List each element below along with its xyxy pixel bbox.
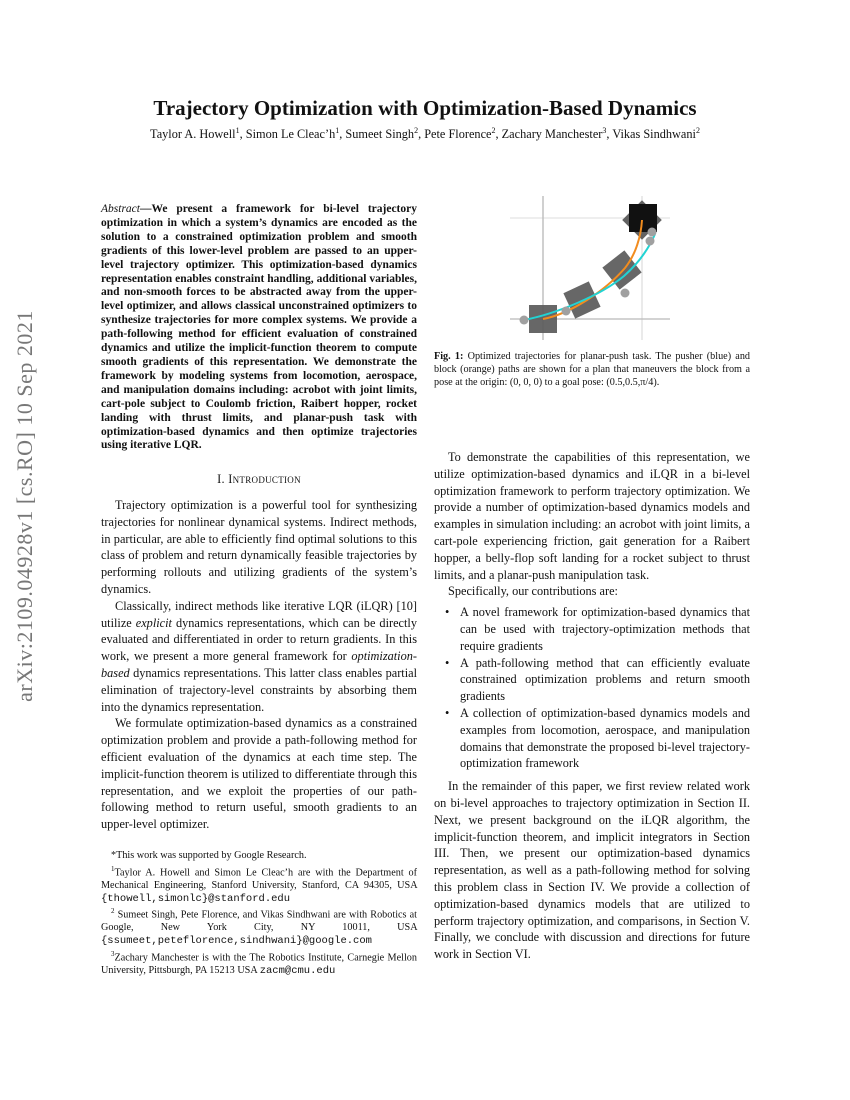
section-heading: I. Introduction	[217, 472, 301, 486]
list-item: • A novel framework for optimization-based dynamics that can be used with trajectory-optimization methods that require gradients	[445, 605, 750, 653]
author: Vikas Sindhwani$^2$	[612, 126, 700, 142]
list-item: • A collection of optimization-based dynamics models and examples from locomotion, aerospace, and manipulation domains that demonstrate the proposed bi-level trajectory-optimization framework	[445, 705, 750, 771]
pusher-pose	[562, 307, 571, 316]
pusher-pose	[646, 237, 655, 246]
figure-label: Fig. 1:	[434, 351, 464, 362]
right-column-body	[434, 449, 750, 963]
footnote: *This work was supported by Google Research.	[111, 850, 307, 861]
abstract-text: We present a framework for bi-level trajectory optimization in which a system’s dynamics are encoded as the solution to a constrained optimization problem and smooth gradients of this lower-level problem are passed to an upper-level trajectory optimizer. This optimization-based dynamics representation enables constraint handling, additional variables, and non-smooth forces to be abstracted away from the upper-level optimizer, and allows classical unconstrained optimizers to synthesize trajectories for more complex systems. We provide a path-following method for efficient evaluation of constrained dynamics and utilize the implicit-function theorem to compute smooth gradients of this representation. We demonstrate the framework by modeling systems from locomotion, aerospace, and manipulation domains including: acrobot with joint limits, cart-pole subject to Coulomb friction, Raibert hopper, rocket landing with thrust limits, and planar-push task with optimization-based dynamics and then optimize trajectories using iterative LQR.	[101, 203, 417, 452]
paragraph: To demonstrate the capabilities of this representation, we utilize optimization-based dynamics and iLQR in a bi-level optimization framework to perform trajectory optimization. We provide a number of optimization-based dynamics models and examples in simulation including: an acrobot with joint limits, a cart-pole experiencing friction, gait generation for a Raibert hopper, a belly-flop soft landing for a rocket subject to thrust limits, and a planar-push manipulation task.	[434, 450, 750, 582]
contribution-list	[434, 604, 750, 772]
author: Taylor A. Howell$^1$	[150, 126, 240, 142]
paragraph: We formulate optimization-based dynamics as a constrained optimization problem and provide a path-following method for efficient evaluation of the dynamics at each time step. The implicit-function theorem is utilized to differentiate through this representation, and we exploit the properties of our path-following method to return useful, smooth gradients to an upper-level optimizer.	[101, 716, 417, 832]
list-item: • A path-following method that can efficiently evaluate constrained optimization problems and return smooth gradients	[445, 655, 750, 704]
abstract-label: Abstract	[101, 203, 140, 215]
author: Simon Le $Cleac’h^1$	[245, 126, 340, 142]
paragraph: Classically, indirect methods like iterative LQR (iLQR) [10] utilize explicit dynamics representations, which can be directly evaluated and differentiated in order to return gradients. In this work, we present a more general framework for optimization-based dynamics representations. This latter class enables partial elimination of trajectory-level constraints by absorbing them into the dynamics representation.	[101, 598, 417, 714]
introduction-body	[101, 497, 417, 833]
arxiv-stamp-text: arXiv:2109.04928v1 [cs.RO] 10 Sep 2021	[12, 310, 37, 702]
author: Pete Florence$^2$	[424, 126, 496, 142]
author: Zachary Manchester$^3$	[501, 126, 607, 142]
planar-push-figure	[510, 196, 670, 340]
footnotes	[101, 850, 417, 978]
paragraph: Specifically, our contributions are:	[448, 584, 618, 599]
footnote: $^1$Taylor A. Howell and Simon Le Cleac’h are with the Department of Mechanical Engineering, Stanford University, Stanford, CA 94305, USA {thowell,simonlc}@stanford.edu	[101, 864, 417, 905]
pusher-pose	[648, 228, 657, 237]
pusher-pose	[621, 289, 630, 298]
footnote: $^3$Zachary Manchester is with the The Robotics Institute, Carnegie Mellon University, Pittsburgh, PA 15213 USA zacm@cmu.edu	[101, 949, 417, 977]
footnote: $^2$ Sumeet Singh, Pete Florence, and Vikas Sindhwani are with Robotics at Google, New York City, NY 10011, USA {ssumeet,peteflorence,sindhwani}@google.com	[101, 907, 417, 947]
paragraph: Trajectory optimization is a powerful tool for synthesizing trajectories for nonlinear dynamical systems. Indirect methods, in particular, are able to efficiently find optimal solutions to this class of problem and return dynamically feasible trajectories by performing rollouts and utilizing gradients of the system’s dynamics.	[101, 498, 417, 596]
author: Sumeet Singh$^2$	[345, 126, 419, 142]
author-list: Taylor A. Howell$^1$, Simon Le $Cleac’h^1$, Sumeet Singh$^2$, Pete Florence$^2$, Zachary Manchester$^3$, Vikas Sindhwani$^2$	[150, 126, 700, 142]
pusher-pose	[520, 316, 529, 325]
abstract: Abstract—We present a framework for bi-level trajectory optimization in which a system’s dynamics are encoded as the solution to a constrained optimization problem and smooth gradients of this lower-level problem are passed to an upper-level trajectory optimizer. This optimization-based dynamics representation enables constraint handling, additional variables, and non-smooth forces to be abstracted away from the upper-level optimizer, and allows classical unconstrained optimizers to synthesize trajectories for more complex systems. We provide a path-following method for efficient evaluation of constrained dynamics and utilize the implicit-function theorem to compute smooth gradients of this representation. We demonstrate the framework by modeling systems from locomotion, aerospace, and manipulation domains including: acrobot with joint limits, cart-pole subject to Coulomb friction, Raibert hopper, rocket landing with thrust limits, and planar-push task with optimization-based dynamics and then optimize trajectories using iterative LQR.	[101, 203, 417, 452]
figure-caption: Fig. 1: Optimized trajectories for planar-push task. The pusher (blue) and block (orange) paths are shown for a plan that maneuvers the block from a pose at the origin: (0, 0, 0) to a goal pose: (0.5,0.5,π/4).	[434, 351, 751, 388]
paper-title: Trajectory Optimization with Optimization-Based Dynamics	[153, 96, 697, 120]
arxiv-stamp	[0, 296, 50, 716]
paragraph: In the remainder of this paper, we first review related work on bi-level approaches to trajectory optimization in Section II. Next, we present background on the iLQR algorithm, the implicit-function theorem, and implicit integrators in Section III. Then, we present our optimization-based dynamics representation, as well as a path-following method for solving this problem class in Section IV. We provide a collection of optimization-based dynamics models that are utilized to perform trajectory optimization, and comparisons, in Section V. Finally, we conclude with discussion and directions for future work in Section VI.	[434, 779, 750, 962]
